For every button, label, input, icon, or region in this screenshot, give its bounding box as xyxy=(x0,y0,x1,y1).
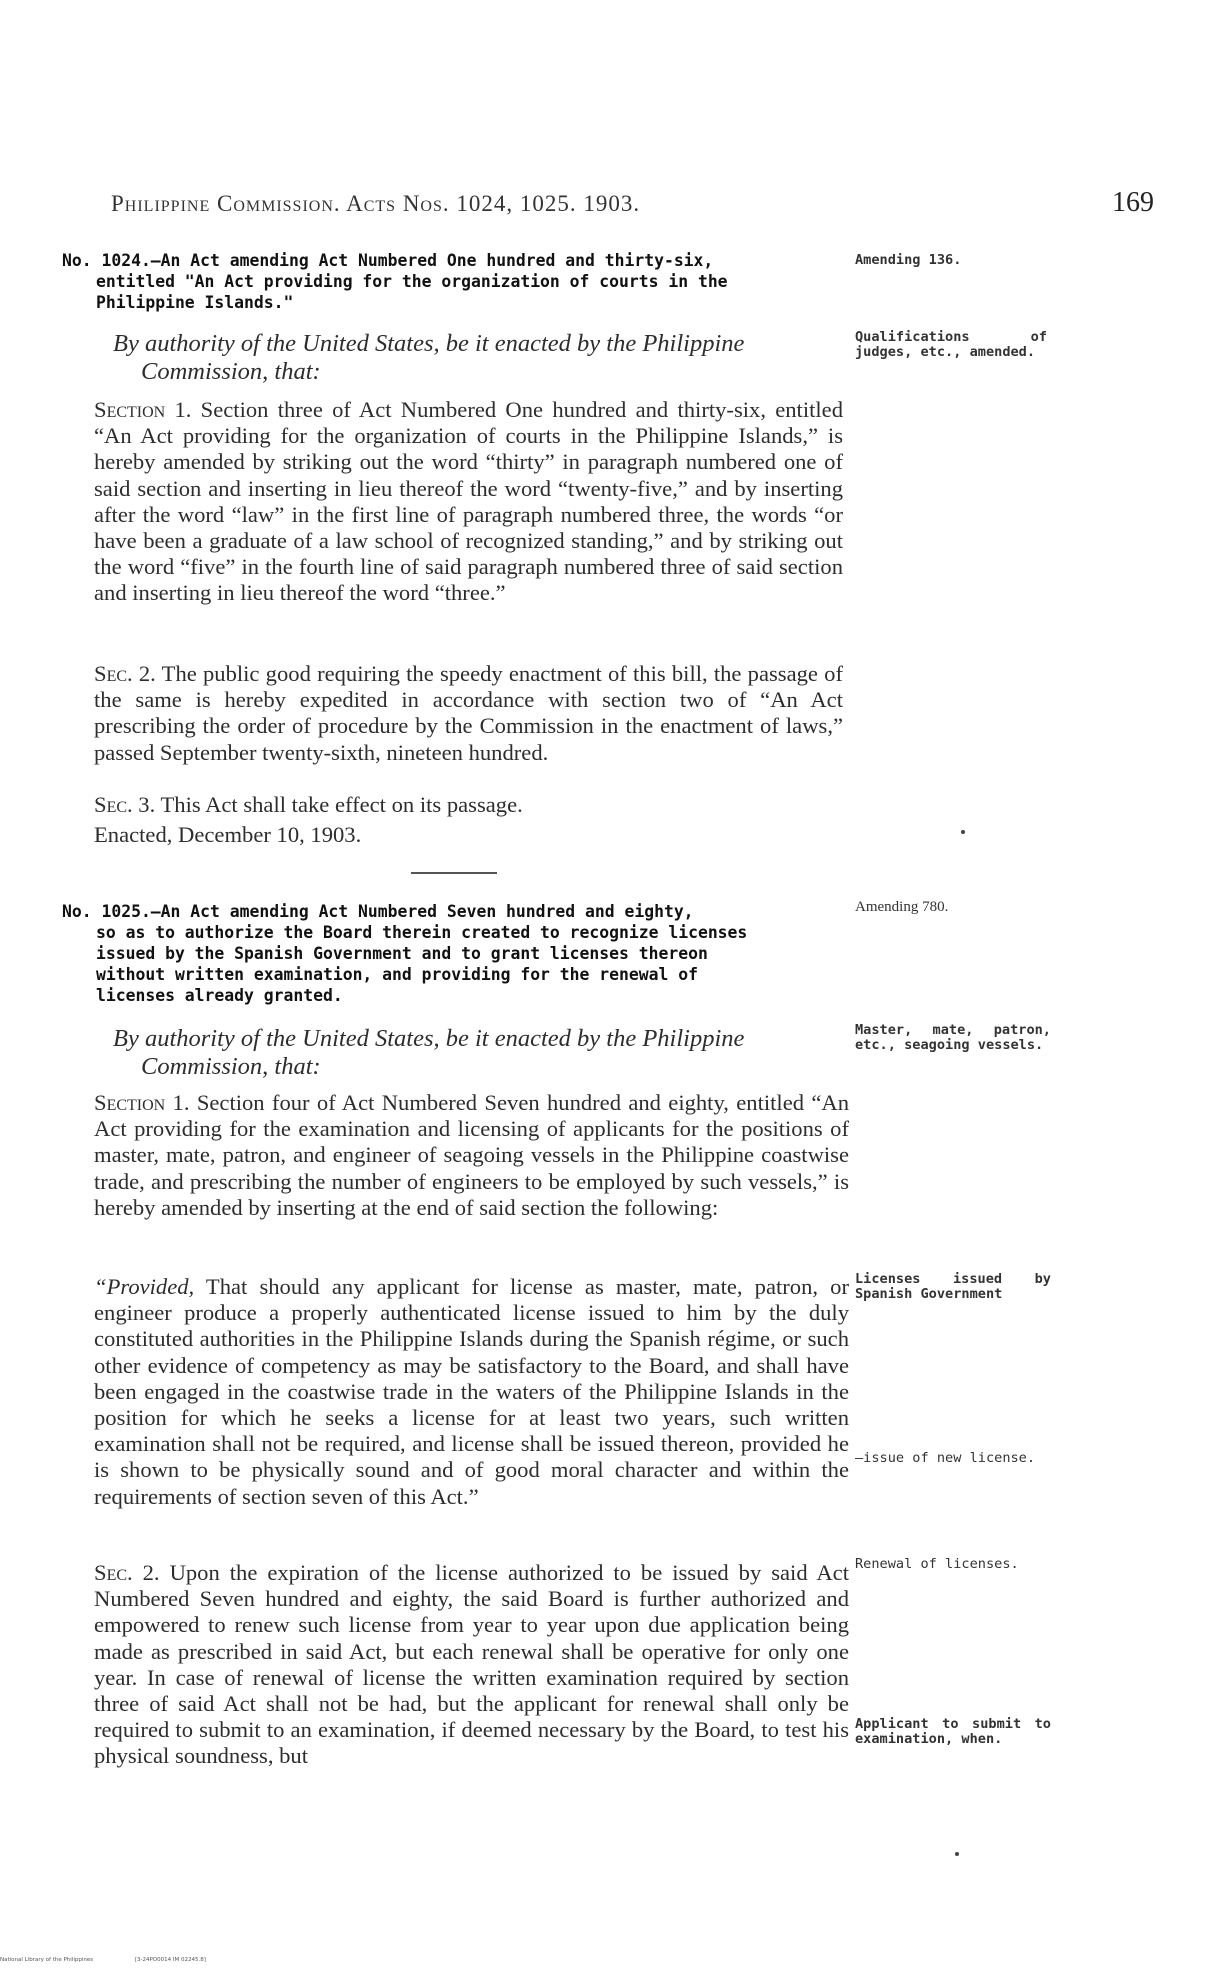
margin-note-amending-136: Amending 136. xyxy=(855,252,962,268)
margin-note-applicant: Applicant to submit to examination, when. xyxy=(855,1716,1051,1747)
act-1024-enacted-date: Enacted, December 10, 1903. xyxy=(94,822,362,847)
running-head: Philippine Commission. Acts Nos. 1024, 1025. 1903. xyxy=(111,191,641,216)
footer-left: National Library of the Philippines xyxy=(0,1957,94,1963)
act-1025-section-2-text: Upon the expiration of the license authorized to be issued by said Act Numbered Seven hundred and eighty, the said Board is further authorized and empowered to renew such license from year to year upon due application being made as prescribed in said Act, but each renewal shall be operative for only one year. In case of renewal of license the written examination required by section three of said Act shall not be had, but the applicant for renewal shall only be required to submit to an examination, if deemed necessary by the Board, to test his physical soundness, but xyxy=(94,1560,849,1769)
footer-right: [3-24PO0014 IM 02245.8] xyxy=(134,1957,206,1963)
act-1024-section-1-lead: Section 1. xyxy=(94,397,192,422)
margin-note-licenses-spanish: Licenses issued by Spanish Government xyxy=(855,1271,1051,1302)
speck-mark xyxy=(955,1852,959,1856)
act-1024-section-3-text: This Act shall take effect on its passage. xyxy=(155,792,523,817)
act-1025-enacting-clause xyxy=(113,1025,853,1081)
margin-note-qualifications: Qualifications of judges, etc., amended. xyxy=(855,329,1047,360)
act-1025-enacting-line1: By authority of the United States, be it enacted by the Philippine xyxy=(113,1025,745,1052)
act-1025-section-2-lead: Sec. 2. xyxy=(94,1560,160,1585)
margin-note-amending-780: Amending 780. xyxy=(855,899,949,915)
margin-note-issue-new: —issue of new license. xyxy=(855,1450,1036,1466)
act-1025-section-2 xyxy=(94,1560,849,1770)
margin-note-master-mate: Master, mate, patron, etc., seagoing vessels. xyxy=(855,1022,1051,1053)
act-1025-heading-line2: so as to authorize the Board therein created to recognize licenses xyxy=(96,923,748,942)
speck-mark xyxy=(961,830,965,834)
act-1024-section-1 xyxy=(94,397,843,607)
act-1024-section-1-text: Section three of Act Numbered One hundred and thirty-six, entitled “An Act providing for the organization of courts in the Philippine Islands,” is hereby amended by striking out the word “thirty” in paragraph numbered one of said section and inserting in lieu thereof the word “twenty-five,” and by inserting after the word “law” in the first line of paragraph numbered three, the words “or have been a graduate of a law school of recognized standing,” and by striking out the word “five” in the fourth line of said paragraph numbered three of said section and inserting in lieu thereof the word “three.” xyxy=(94,397,843,606)
act-1024-enacting-clause xyxy=(113,330,853,386)
act-1025-proviso xyxy=(94,1274,849,1510)
act-1025-heading-line4: without written examination, and providing for the renewal of xyxy=(96,965,698,984)
act-1024-heading-line3: Philippine Islands." xyxy=(96,293,294,312)
act-1025-heading-line3: issued by the Spanish Government and to grant licenses thereon xyxy=(96,944,708,963)
margin-note-renewal: Renewal of licenses. xyxy=(855,1556,1019,1572)
footer-strip xyxy=(0,1957,246,1963)
act-1025-heading-line5: licenses already granted. xyxy=(96,986,343,1005)
act-1024-section-2 xyxy=(94,661,843,766)
act-1024-heading-line1: No. 1024.—An Act amending Act Numbered One hundred and thirty-six, xyxy=(62,251,714,270)
act-1025-proviso-lead: “Provided, xyxy=(94,1274,195,1299)
act-1025-section-1 xyxy=(94,1090,849,1221)
act-1024-heading xyxy=(62,250,847,313)
act-1024-section-3 xyxy=(94,792,843,818)
act-1024-section-3-lead: Sec. 3. xyxy=(94,792,156,817)
act-1025-section-1-lead: Section 1. xyxy=(94,1090,190,1115)
act-1024-section-2-text: The public good requiring the speedy enactment of this bill, the passage of the same is hereby expedited in accordance with section two of “An Act prescribing the order of procedure by the Commission in the enactment of laws,” passed September twenty-sixth, nineteen hundred. xyxy=(94,661,843,765)
act-1025-enacting-line2: Commission, that: xyxy=(141,1053,321,1080)
act-1024-enacting-line2: Commission, that: xyxy=(141,358,321,385)
section-divider xyxy=(411,872,497,874)
act-1024-enacting-line1: By authority of the United States, be it enacted by the Philippine xyxy=(113,330,745,357)
act-1025-heading-line1: No. 1025.—An Act amending Act Numbered Seven hundred and eighty, xyxy=(62,902,694,921)
act-1024-heading-line2: entitled "An Act providing for the organization of courts in the xyxy=(96,272,728,291)
page-number: 169 xyxy=(1112,187,1154,218)
act-1025-heading xyxy=(62,901,847,1006)
act-1025-proviso-text: That should any applicant for license as master, mate, patron, or engineer produce a properly authenticated license issued to him by the duly constituted authorities in the Philippine Islands during the Spanish régime, or such other evidence of competency as may be satisfactory to the Board, and shall have been engaged in the coastwise trade in the waters of the Philippine Islands in the position for which he seeks a license for at least two years, such written examination shall not be required, and license shall be issued thereon, provided he is shown to be physically sound and of good moral character and within the requirements of section seven of this Act.” xyxy=(94,1274,849,1509)
act-1025-section-1-text: Section four of Act Numbered Seven hundred and eighty, entitled “An Act providing for the examination and licensing of applicants for the positions of master, mate, patron, and engineer of seagoing vessels in the Philippine coastwise trade, and prescribing the number of engineers to be employed by such vessels,” is hereby amended by inserting at the end of said section the following: xyxy=(94,1090,849,1220)
act-1024-section-2-lead: Sec. 2. xyxy=(94,661,156,686)
